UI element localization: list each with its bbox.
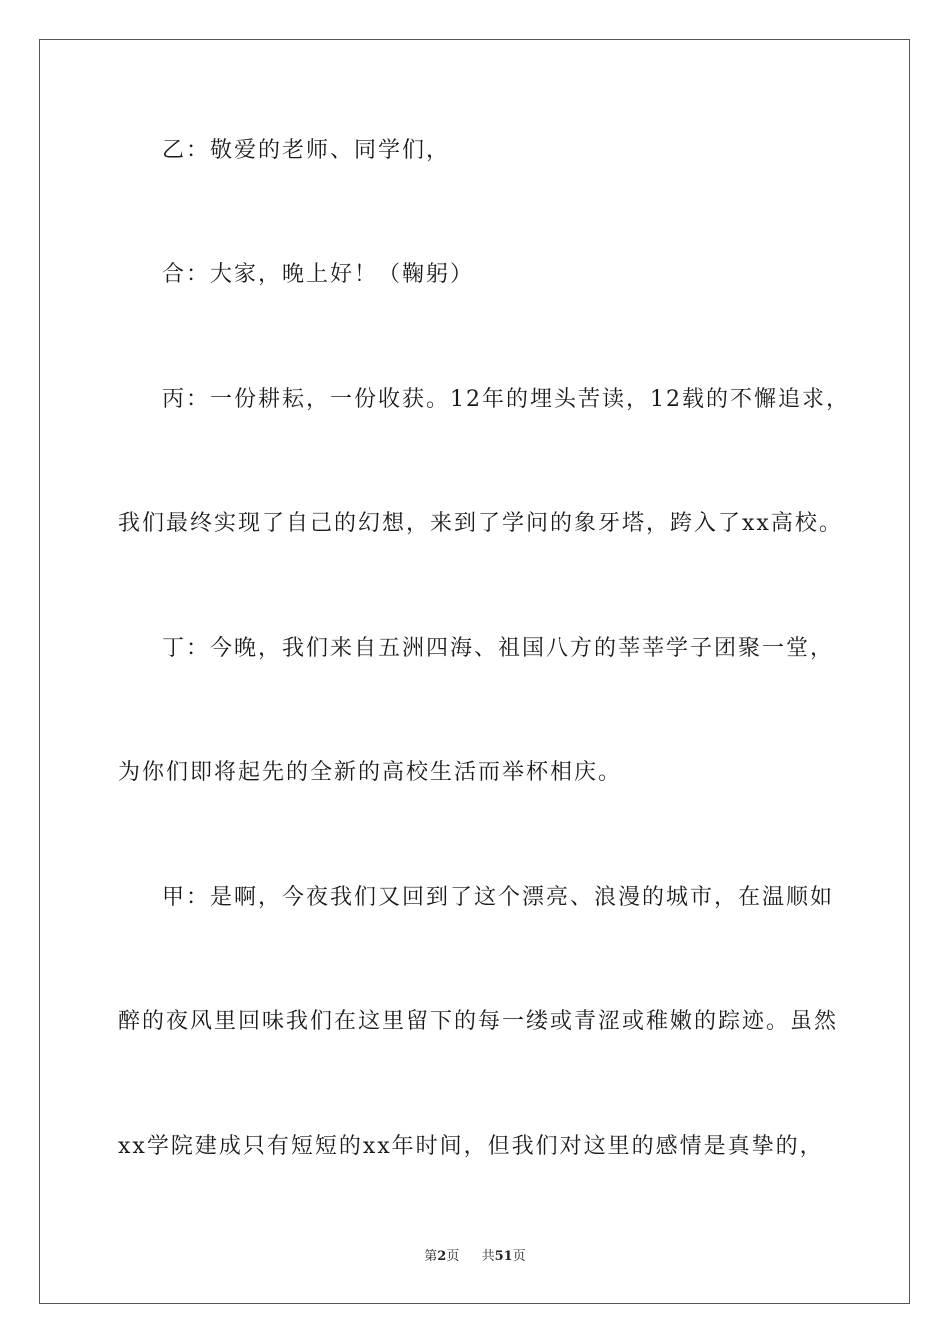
- page-footer: [0, 1249, 950, 1265]
- paragraph-line: 醉的夜风里回味我们在这里留下的每一缕或青涩或稚嫩的踪迹。虽然: [118, 1009, 839, 1034]
- paragraph-line: 乙：敬爱的老师、同学们，: [162, 138, 451, 163]
- paragraph-line: 丙：一份耕耘，一份收获。12年的埋头苦读，12载的不懈追求，: [162, 387, 850, 412]
- paragraph-line: xx学院建成只有短短的xx年时间，但我们对这里的感情是真挚的，: [118, 1134, 824, 1159]
- paragraph-line: 我们最终实现了自己的幻想，来到了学问的象牙塔，跨入了xx高校。: [118, 511, 843, 536]
- total-pages: 51: [494, 1249, 513, 1264]
- total-suffix: 页: [512, 1249, 526, 1264]
- paragraph-line: 为你们即将起先的全新的高校生活而举杯相庆。: [118, 760, 623, 785]
- paragraph-line: 丁：今晚，我们来自五洲四海、祖国八方的莘莘学子团聚一堂，: [162, 636, 835, 661]
- paragraph-line: 甲：是啊，今夜我们又回到了这个漂亮、浪漫的城市，在温顺如: [162, 885, 835, 910]
- page-number: 2: [437, 1249, 447, 1264]
- page-prefix: 第: [424, 1249, 438, 1264]
- total-prefix: 共: [481, 1249, 495, 1264]
- page-border: [39, 39, 910, 1304]
- paragraph-line: 合：大家，晚上好！（鞠躬）: [162, 262, 475, 287]
- page-suffix: 页: [446, 1249, 460, 1264]
